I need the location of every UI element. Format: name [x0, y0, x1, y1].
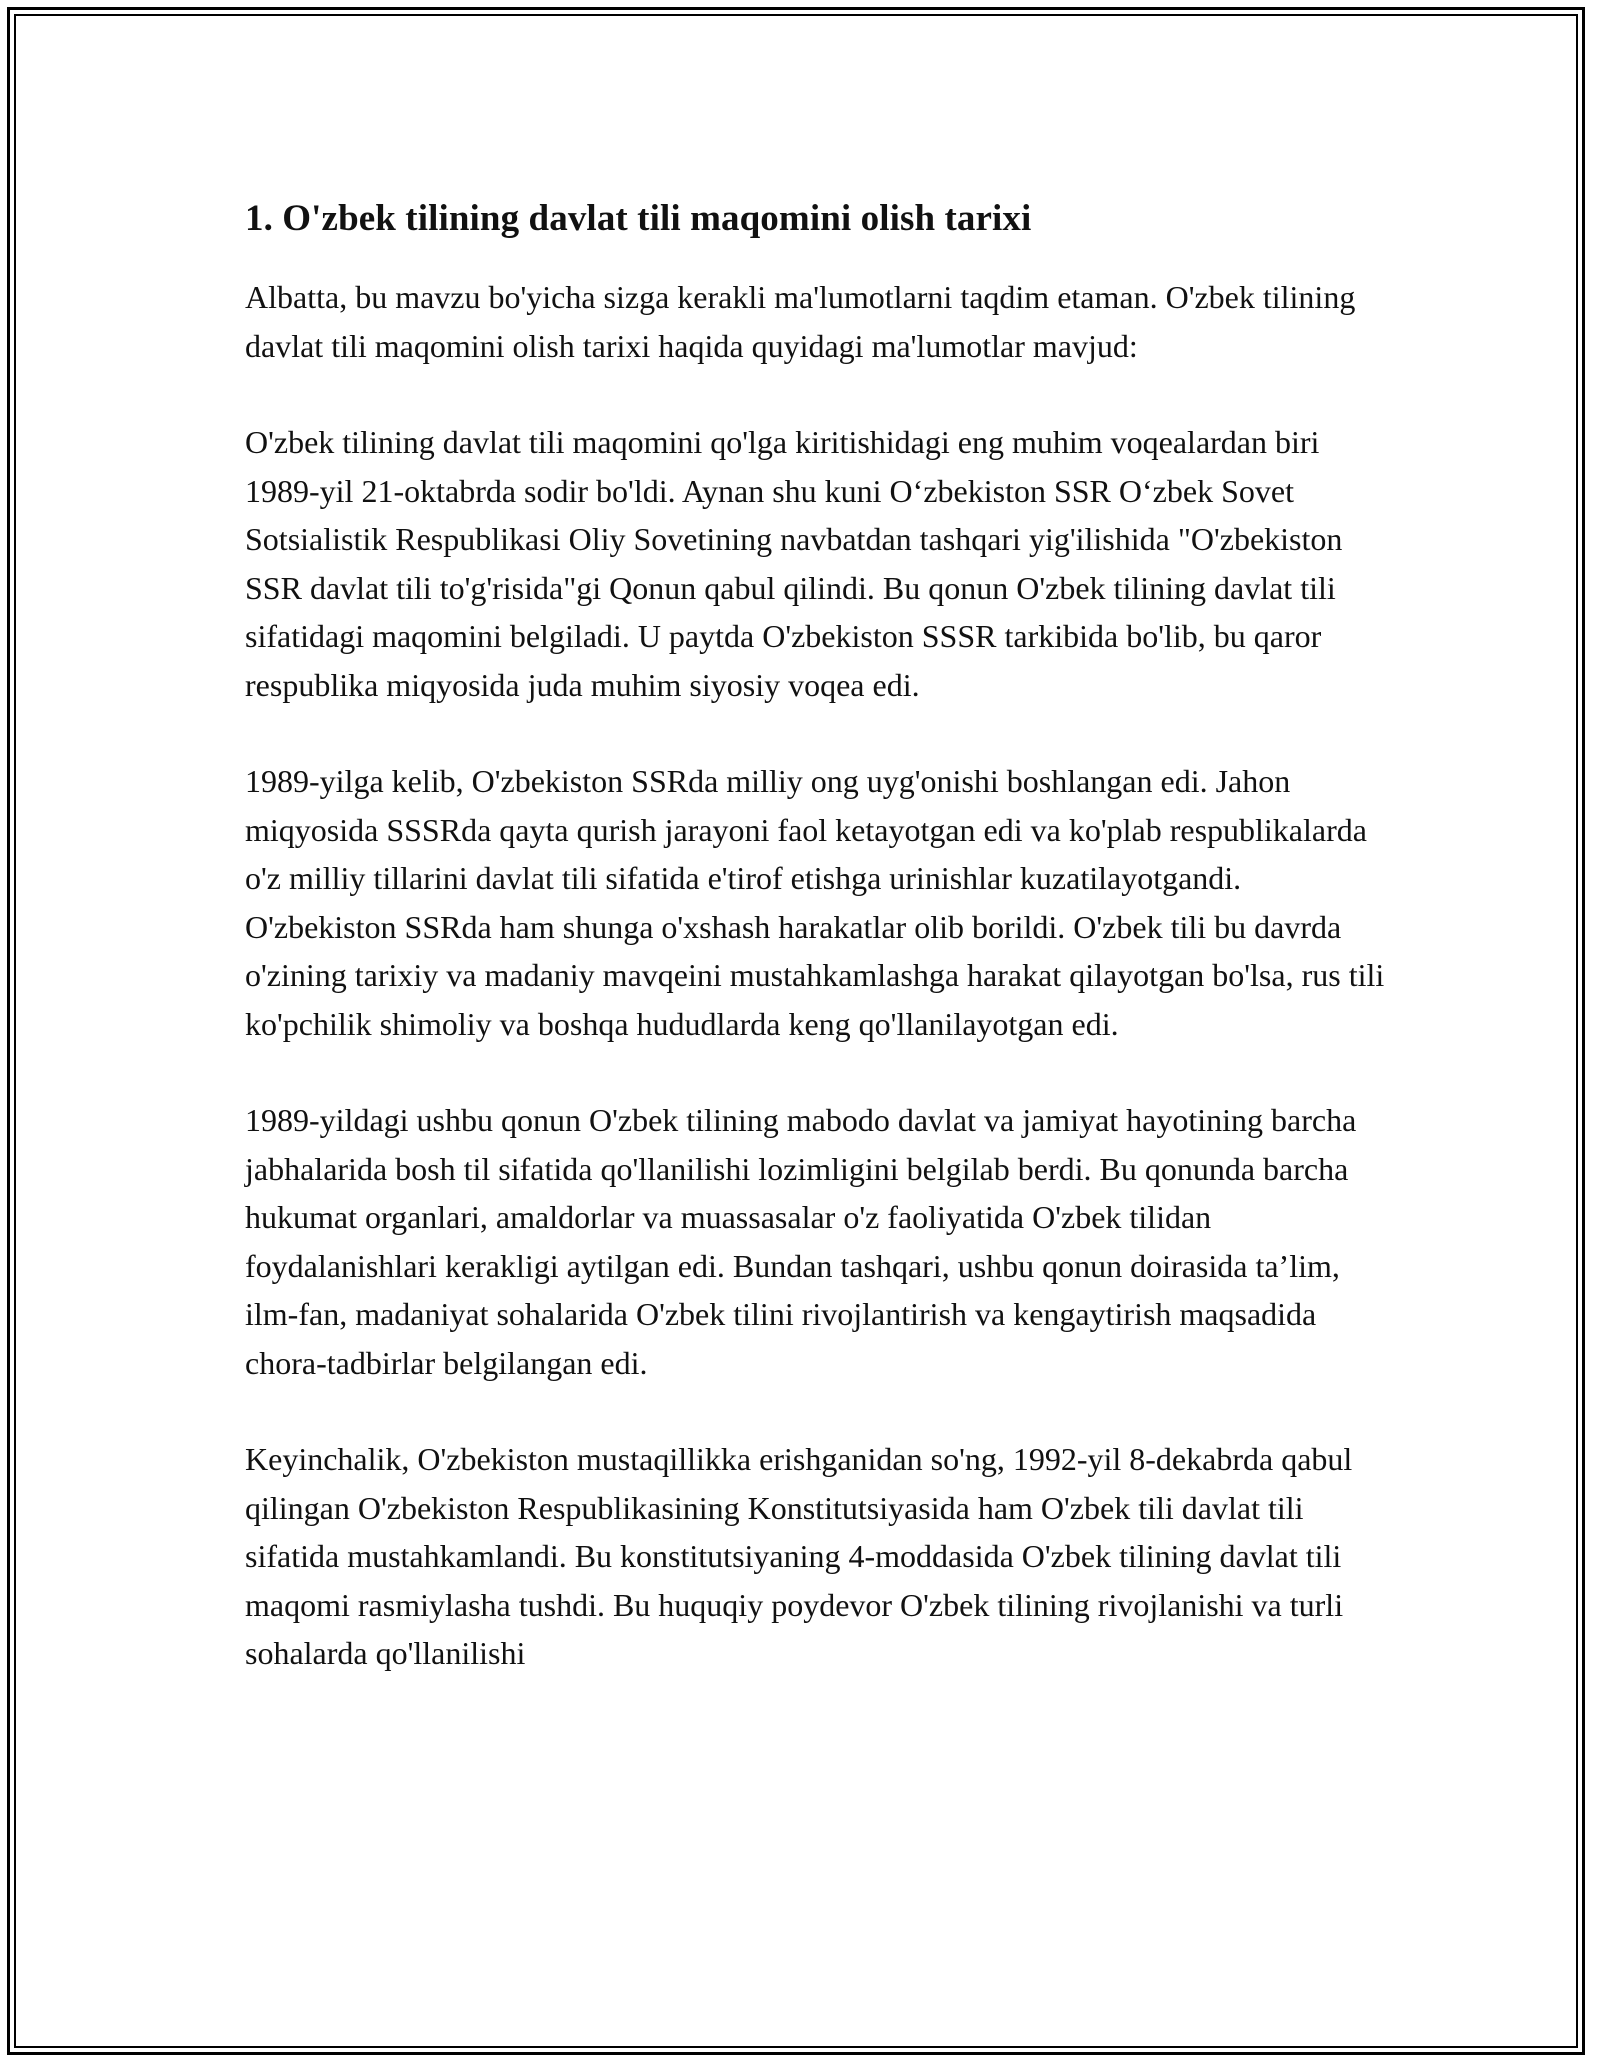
paragraph-law-1989: O'zbek tilining davlat tili maqomini qo'lga kiritishidagi eng muhim voqealardan biri 1989-yil 21-oktabrda sodir bo'ldi. Aynan shu kuni O‘zbekiston SSR O‘zbek Sovet Sotsialistik Respublikasi Oliy Sovetining navbatdan tashqari yig'ilishida "O'zbekiston SSR davlat tili to'g'risida"gi Qonun qabul qilindi. Bu qonun O'zbek tilining davlat tili sifatidagi maqomini belgiladi. U paytda O'zbekiston SSSR tarkibida bo'lib, bu qaror respublika miqyosida juda muhim siyosiy voqea edi. — [245, 424, 1343, 703]
paragraph-intro: Albatta, bu mavzu bo'yicha sizga kerakli ma'lumotlarni taqdim etaman. O'zbek tilining davlat tili maqomini olish tarixi haqida quyidagi ma'lumotlar mavjud: — [245, 279, 1356, 364]
document-title: 1. O'zbek tilining davlat tili maqomini olish tarixi — [245, 198, 1032, 239]
page-frame — [7, 7, 1585, 2055]
document-body — [245, 195, 1385, 1726]
paragraph-law-provisions: 1989-yildagi ushbu qonun O'zbek tilining mabodo davlat va jamiyat hayotining barcha jabhalarida bosh til sifatida qo'llanilishi lozimligini belgilab berdi. Bu qonunda barcha hukumat organlari, amaldorlar va muassasalar o'z faoliyatida O'zbek tilidan foydalanishlari kerakligi aytilgan edi. Bundan tashqari, ushbu qonun doirasida ta’lim, ilm-fan, madaniyat sohalarida O'zbek tilini rivojlantirish va kengaytirish maqsadida chora-tadbirlar belgilangan edi. — [245, 1102, 1357, 1381]
paragraph-national-awakening: 1989-yilga kelib, O'zbekiston SSRda milliy ong uyg'onishi boshlangan edi. Jahon miqyosida SSSRda qayta qurish jarayoni faol ketayotgan edi va ko'plab respublikalarda o'z milliy tillarini davlat tili sifatida e'tirof etishga urinishlar kuzatilayotgandi. O'zbekiston SSRda ham shunga o'xshash harakatlar olib borildi. O'zbek tili bu davrda o'zining tarixiy va madaniy mavqeini mustahkamlashga harakat qilayotgan bo'lsa, rus tili ko'pchilik shimoliy va boshqa hududlarda keng qo'llanilayotgan edi. — [245, 763, 1385, 1042]
paragraph-constitution: Keyinchalik, O'zbekiston mustaqillikka erishganidan so'ng, 1992-yil 8-dekabrda qabul qilingan O'zbekiston Respublikasining Konstitutsiyasida ham O'zbek tili davlat tili sifatida mustahkamlandi. Bu konstitutsiyaning 4-moddasida O'zbek tilining davlat tili maqomi rasmiylasha tushdi. Bu huquqiy poydevor O'zbek tilining rivojlanishi va turli sohalarda qo'llanilishi — [245, 1441, 1353, 1671]
